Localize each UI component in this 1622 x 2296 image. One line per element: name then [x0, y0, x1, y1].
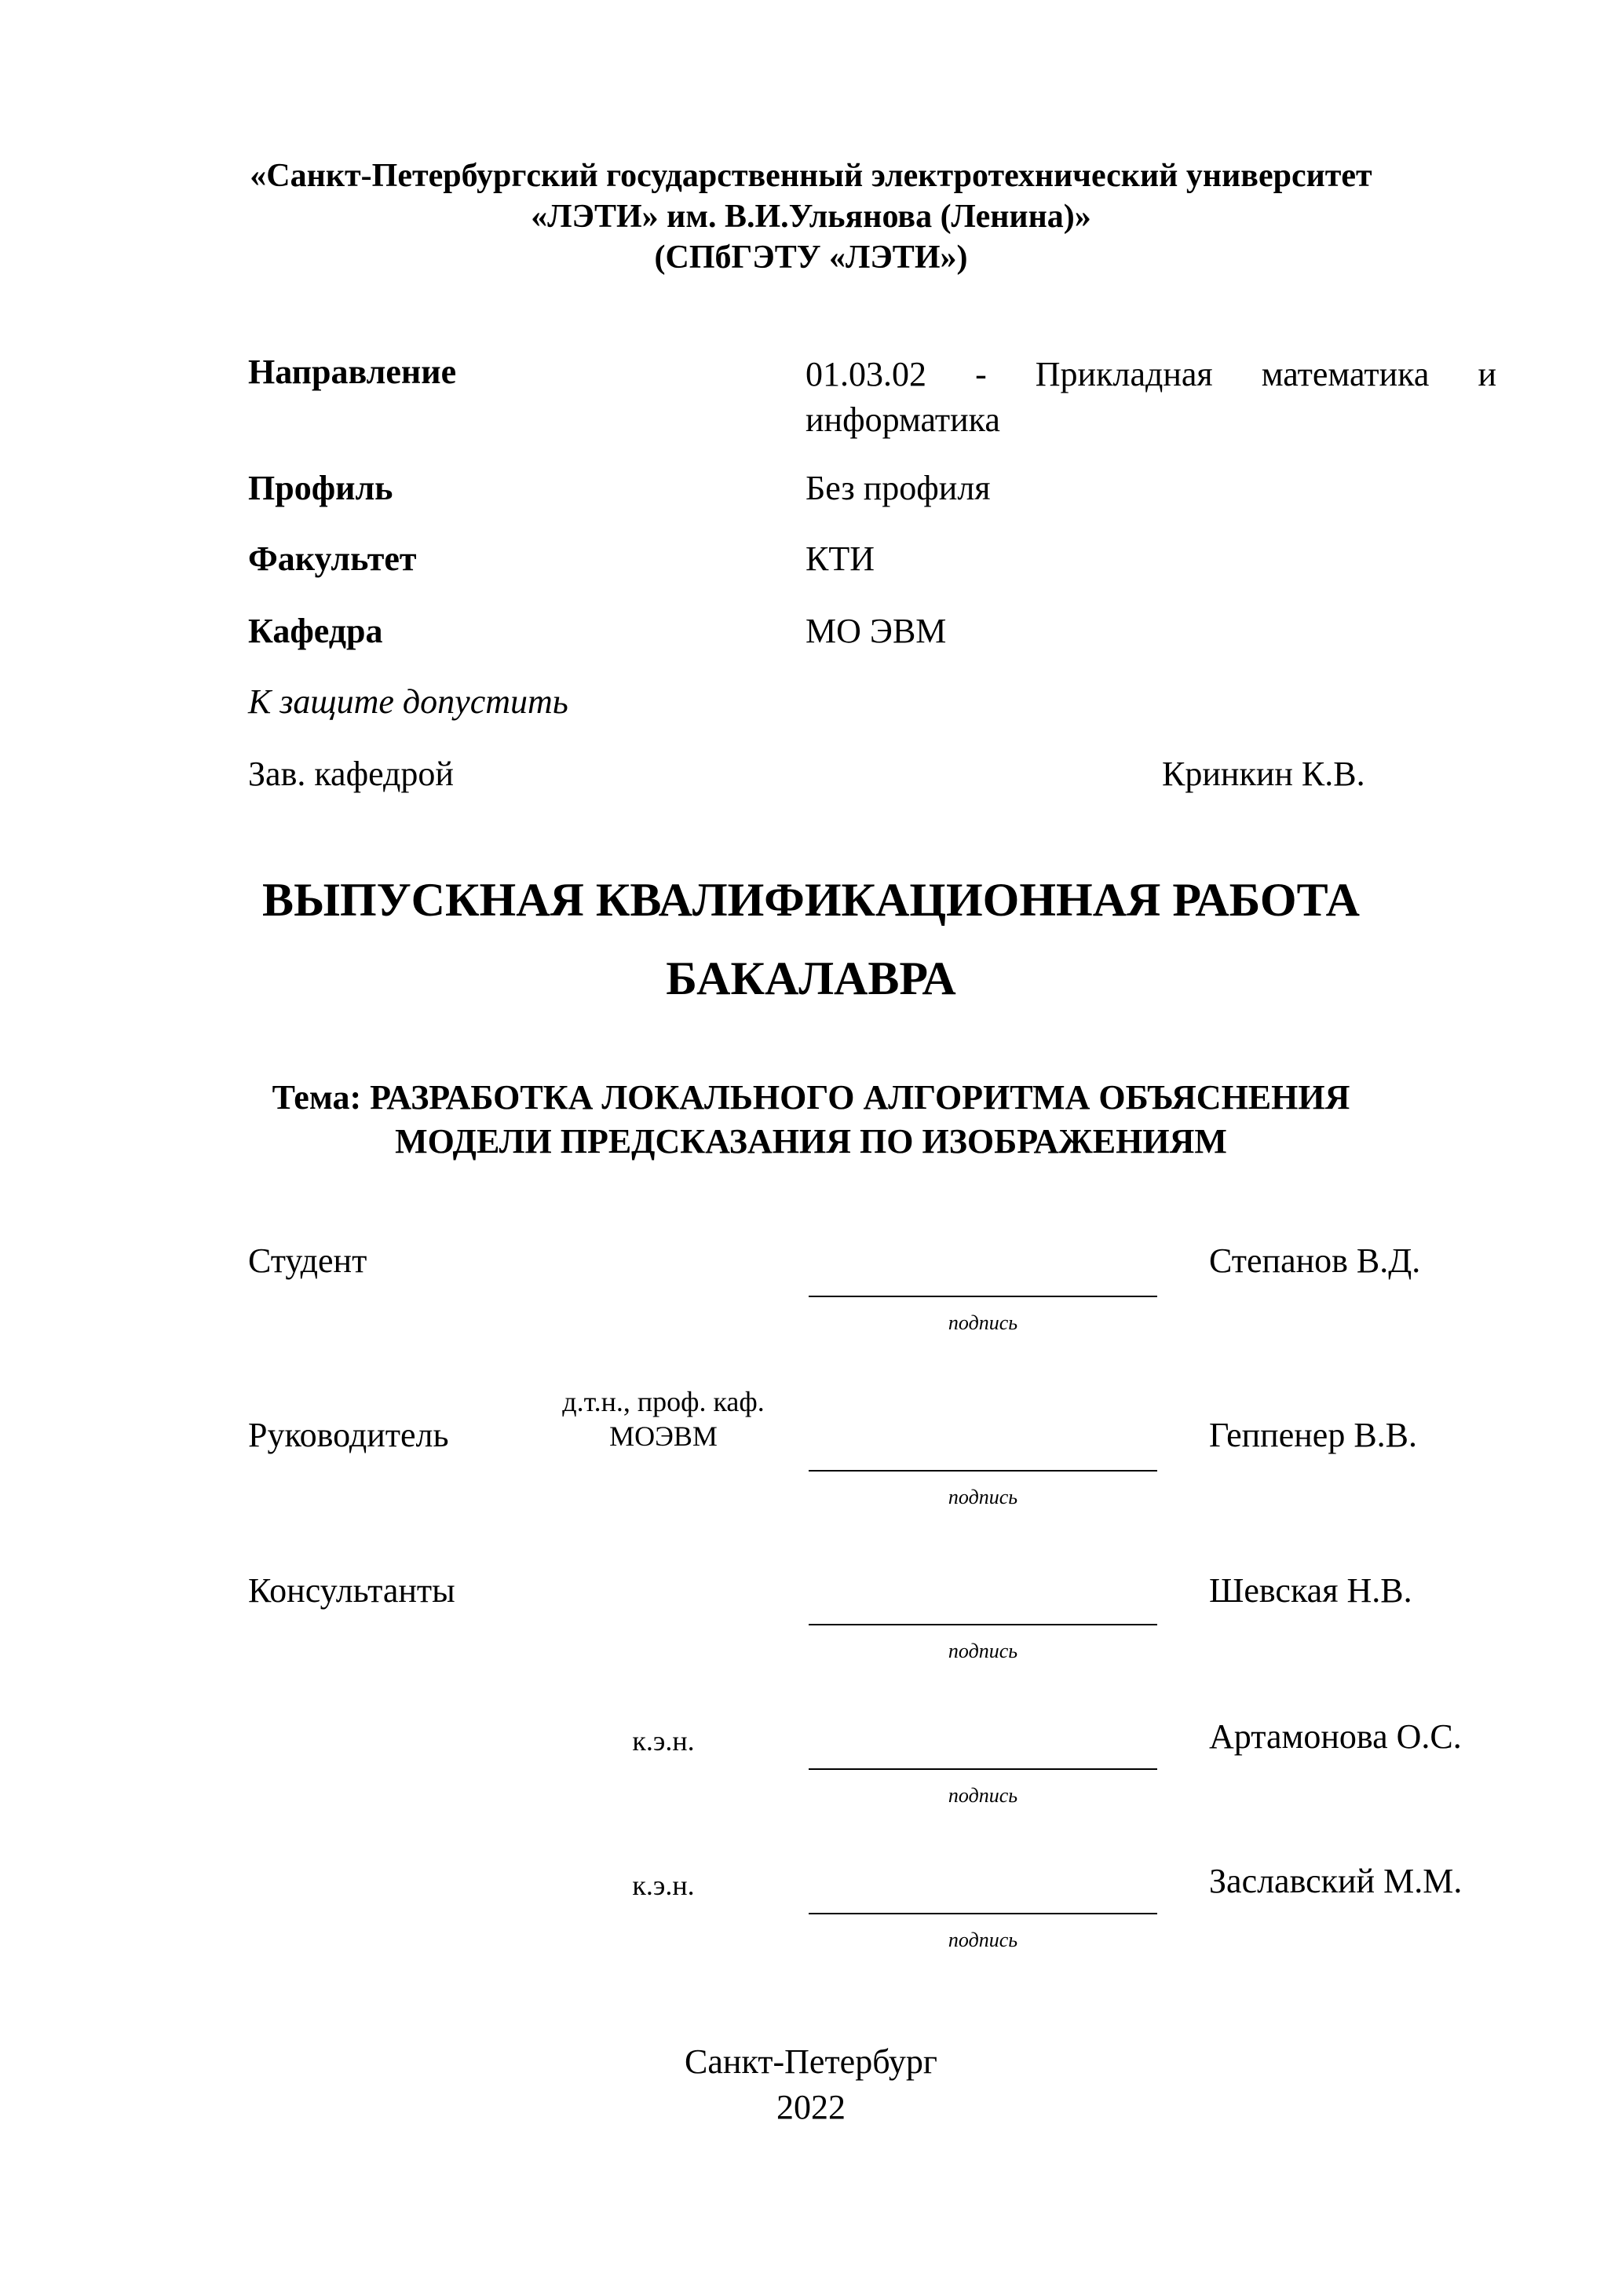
direction-word-1: Прикладная	[1035, 355, 1213, 393]
student-signature-caption: подпись	[948, 1311, 1018, 1334]
admit-to-defense: К защите допустить	[248, 682, 568, 721]
faculty-value: КТИ	[806, 539, 875, 578]
supervisor-signature-line	[809, 1470, 1157, 1472]
head-of-department-name: Кринкин К.В.	[1162, 755, 1365, 793]
consultant3-signature-caption: подпись	[948, 1929, 1018, 1951]
consultant2-rank: к.э.н.	[632, 1725, 695, 1757]
thesis-title-line1: ВЫПУСКНАЯ КВАЛИФИКАЦИОННАЯ РАБОТА	[262, 874, 1360, 926]
profile-label: Профиль	[248, 469, 393, 507]
student-name: Степанов В.Д.	[1209, 1241, 1421, 1280]
consultant3-signature-line	[809, 1913, 1157, 1914]
direction-code: 01.03.02	[806, 355, 926, 393]
supervisor-name: Геппенер В.В.	[1209, 1416, 1418, 1454]
department-value: МО ЭВМ	[806, 612, 947, 650]
direction-word-2: математика	[1261, 355, 1430, 393]
faculty-label: Факультет	[248, 539, 417, 578]
head-of-department-label: Зав. кафедрой	[248, 755, 454, 793]
supervisor-signature-caption: подпись	[948, 1486, 1018, 1508]
student-role: Студент	[248, 1241, 367, 1280]
supervisor-role: Руководитель	[248, 1416, 449, 1454]
direction-word-3: и	[1478, 355, 1496, 393]
supervisor-rank-line2: МОЭВМ	[609, 1420, 718, 1452]
university-abbreviation: (СПбГЭТУ «ЛЭТИ»)	[654, 239, 968, 276]
direction-value-line2: информатика	[806, 400, 1000, 439]
consultant3-rank: к.э.н.	[632, 1870, 695, 1901]
consultant2-signature-caption: подпись	[948, 1784, 1018, 1807]
theme-line2: МОДЕЛИ ПРЕДСКАЗАНИЯ ПО ИЗОБРАЖЕНИЯМ	[395, 1122, 1227, 1161]
consultant1-name: Шевская Н.В.	[1209, 1571, 1412, 1610]
consultants-role: Консультанты	[248, 1571, 455, 1610]
university-name-line2: «ЛЭТИ» им. В.И.Ульянова (Ленина)»	[531, 199, 1091, 235]
consultant3-name: Заславский М.М.	[1209, 1862, 1463, 1900]
supervisor-rank-line1: д.т.н., проф. каф.	[562, 1386, 765, 1417]
direction-label: Направление	[248, 353, 457, 391]
department-label: Кафедра	[248, 612, 383, 650]
profile-value: Без профиля	[806, 469, 991, 507]
consultant2-signature-line	[809, 1768, 1157, 1770]
student-signature-line	[809, 1296, 1157, 1297]
theme-line1: Тема: РАЗРАБОТКА ЛОКАЛЬНОГО АЛГОРИТМА ОБЪЯСНЕНИЯ	[272, 1078, 1350, 1117]
university-name-line1: «Санкт-Петербургский государственный электротехнический университет	[250, 158, 1372, 194]
consultant1-signature-caption: подпись	[948, 1640, 1018, 1662]
consultant1-signature-line	[809, 1624, 1157, 1625]
direction-value-line1	[806, 352, 1496, 397]
footer-year: 2022	[776, 2088, 846, 2126]
footer-city: Санкт-Петербург	[685, 2042, 937, 2081]
direction-dash: -	[975, 355, 987, 393]
thesis-title-line2: БАКАЛАВРА	[666, 952, 956, 1004]
direction-value	[806, 352, 1496, 443]
consultant2-name: Артамонова О.С.	[1209, 1717, 1462, 1756]
